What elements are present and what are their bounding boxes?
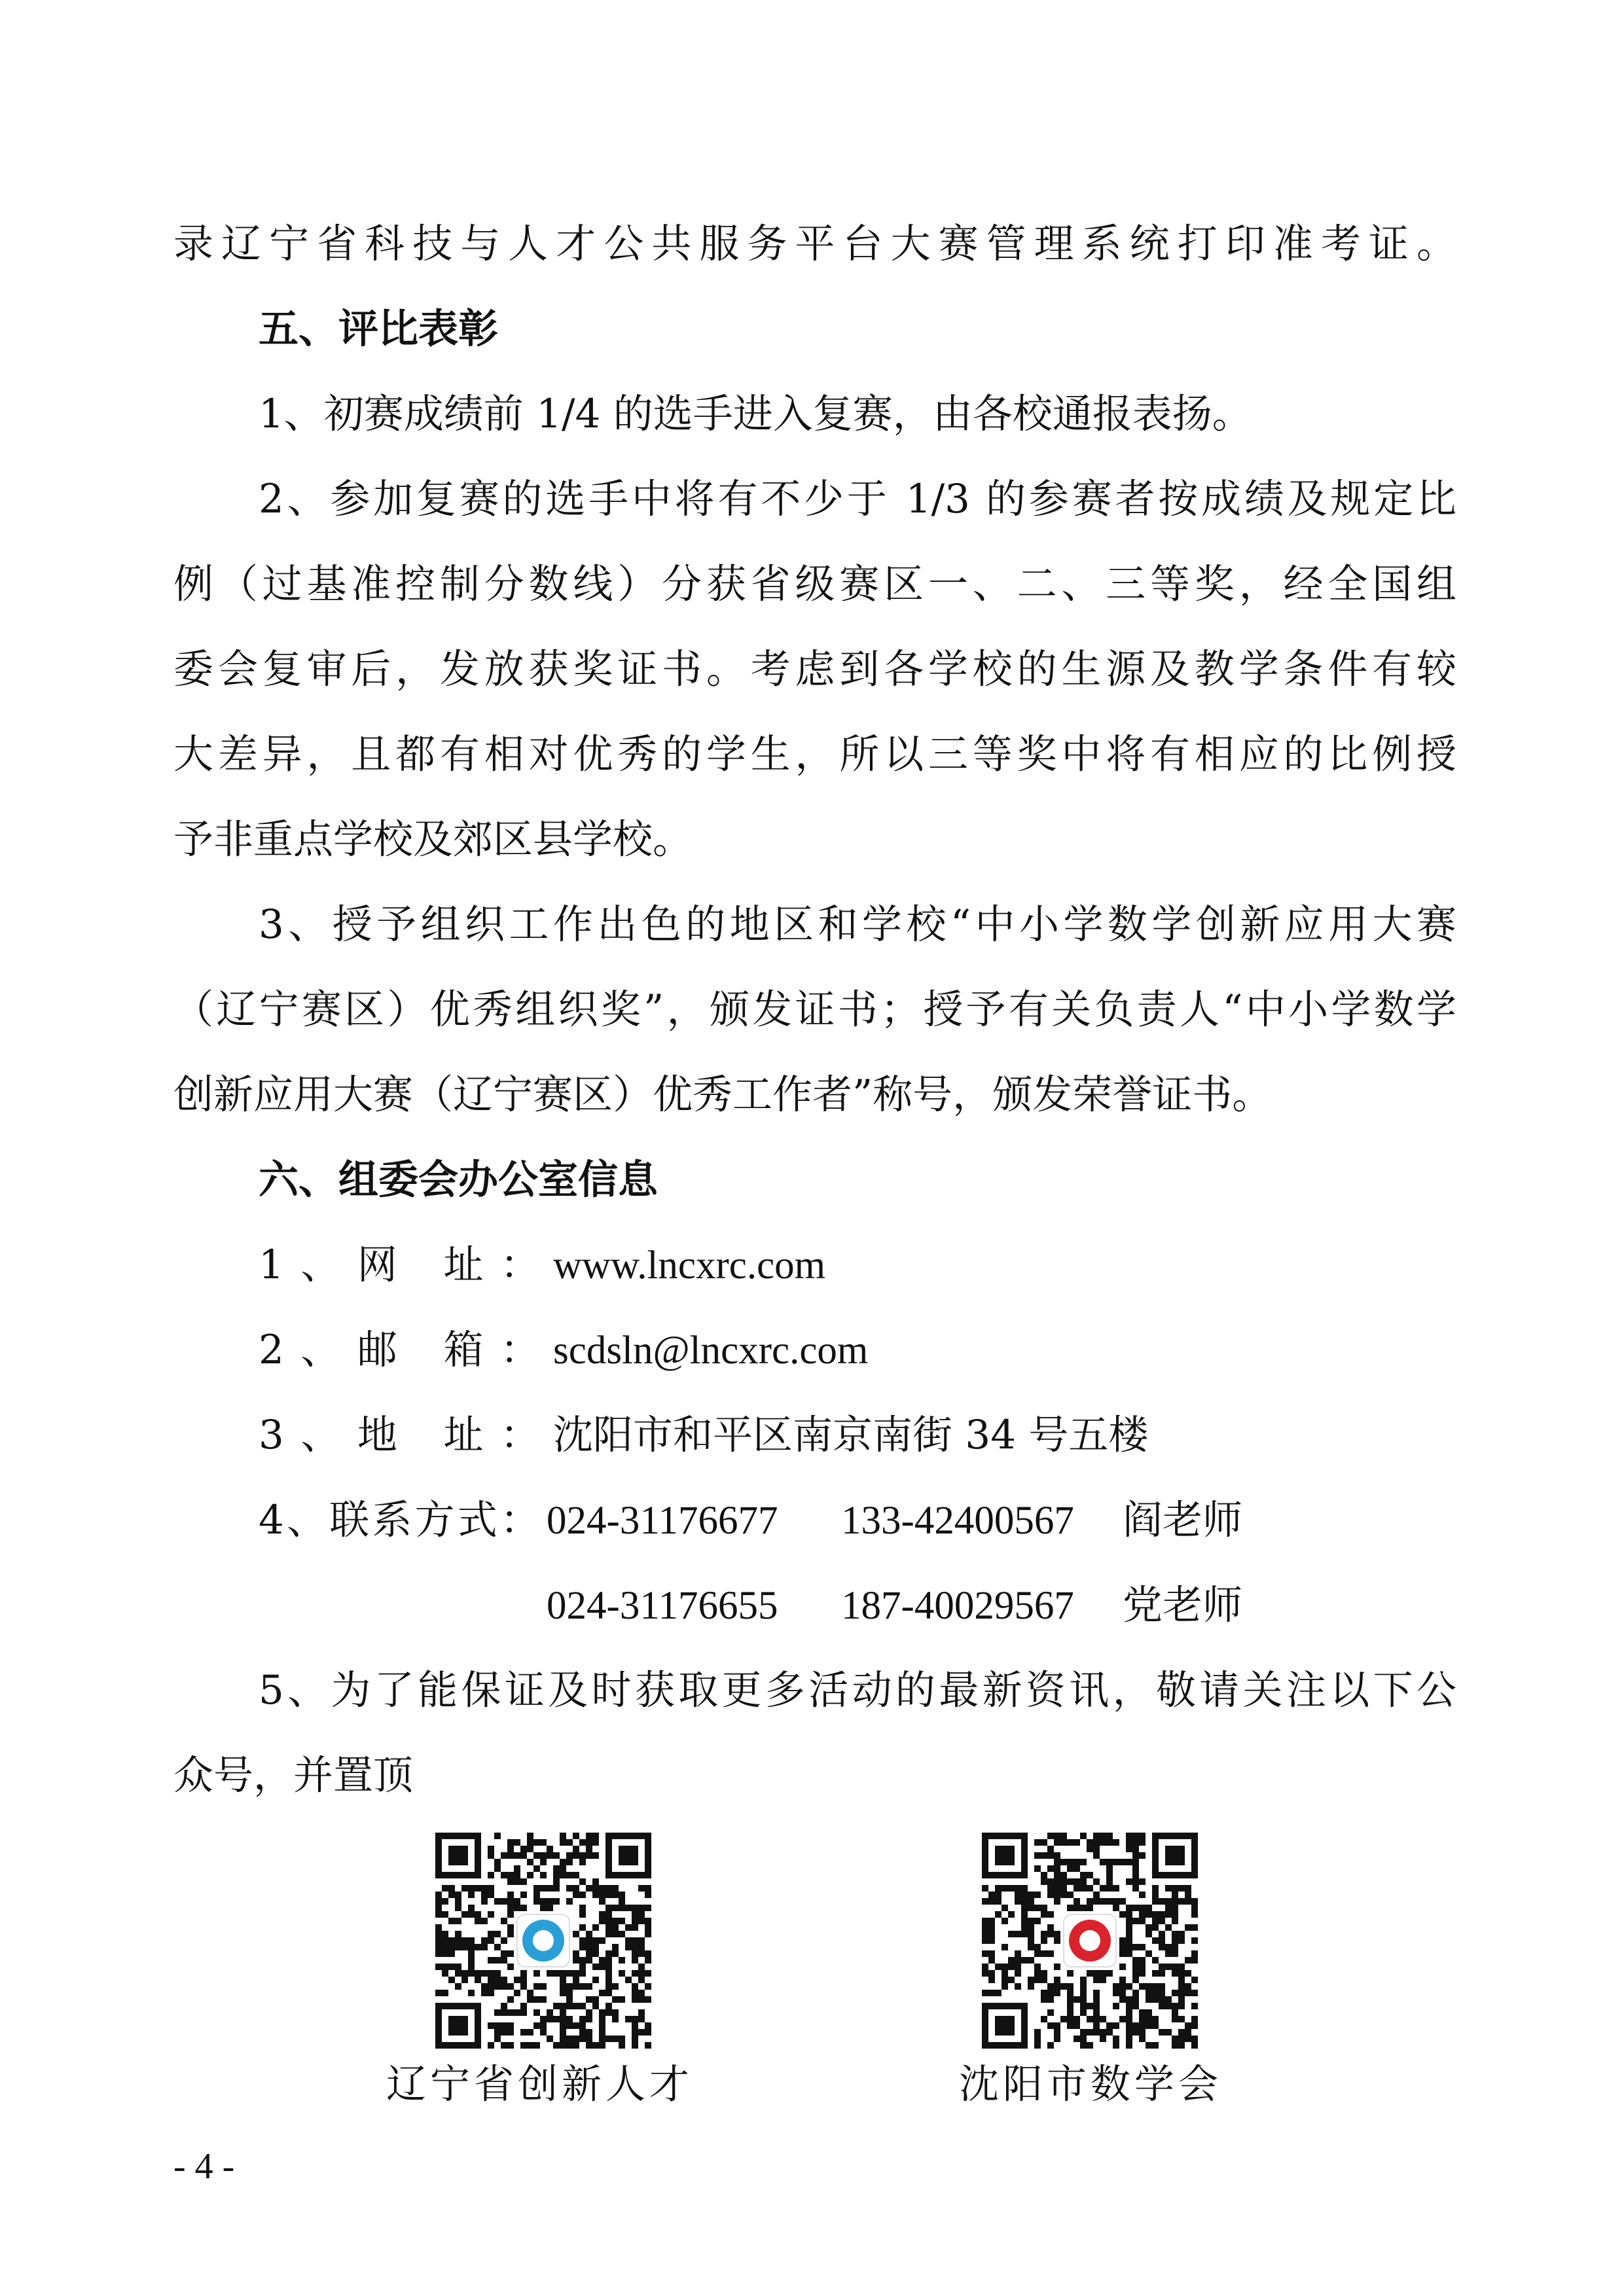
qr-label-shenyang: 沈阳市数学会 xyxy=(959,2061,1223,2108)
phone-label: 4、联系方式： xyxy=(259,1497,540,1543)
address-value: 沈阳市和平区南京南街 34 号五楼 xyxy=(553,1412,1149,1458)
email-label: 2、邮 箱： xyxy=(259,1327,540,1373)
qr-label-liaoning: 辽宁省创新人才 xyxy=(386,2061,694,2108)
award-item-1: 1、初赛成绩前 1/4 的选手进入复赛，由各校通报表扬。 xyxy=(259,391,1252,437)
website-link[interactable]: www.lncxrc.com xyxy=(553,1244,826,1287)
award-item-2-line-2: 例（过基准控制分数线）分获省级赛区一、二、三等奖，经全国组 xyxy=(173,561,1456,607)
address-label: 3、地 址： xyxy=(259,1412,540,1458)
award-item-3-line-3: 创新应用大赛（辽宁赛区）优秀工作者”称号，颁发荣誉证书。 xyxy=(173,1071,1272,1118)
contact-name-2: 党老师 xyxy=(1123,1582,1243,1628)
paragraph-intro-tail: 录辽宁省科技与人才公共服务平台大赛管理系统打印准考证。 xyxy=(173,221,1456,267)
qr-code-pattern xyxy=(982,1833,1198,2049)
website-label: 1、网 址： xyxy=(259,1242,540,1288)
qr-code-pattern xyxy=(435,1833,651,2049)
contact-name-1: 阎老师 xyxy=(1123,1497,1243,1543)
landline-1: 024-31176677 xyxy=(547,1499,778,1543)
follow-line-1: 5、为了能保证及时获取更多活动的最新资讯，敬请关注以下公 xyxy=(259,1667,1456,1713)
award-item-2-line-5: 予非重点学校及郊区县学校。 xyxy=(173,816,693,863)
qr-logo-mark xyxy=(1079,1930,1100,1951)
award-item-3-line-1: 3、授予组织工作出色的地区和学校“中小学数学创新应用大赛 xyxy=(259,901,1456,948)
mobile-2: 187-40029567 xyxy=(841,1584,1074,1628)
phone-row-2 xyxy=(547,1570,1242,1641)
section-5-heading: 五、评比表彰 xyxy=(259,306,499,352)
qr-code-liaoning[interactable] xyxy=(435,1833,651,2049)
page-number: - 4 - xyxy=(173,2146,235,2187)
email-link[interactable]: scdsln@lncxrc.com xyxy=(553,1329,869,1372)
section-6-heading: 六、组委会办公室信息 xyxy=(259,1157,659,1203)
award-item-2-line-3: 委会复审后，发放获奖证书。考虑到各学校的生源及教学条件有较 xyxy=(173,646,1456,692)
qr-logo-mark xyxy=(533,1930,554,1951)
contact-email xyxy=(259,1314,868,1386)
landline-2: 024-31176655 xyxy=(547,1584,778,1628)
contact-address xyxy=(259,1399,1148,1471)
contact-website xyxy=(259,1229,825,1301)
phone-row-1 xyxy=(547,1484,1242,1556)
mobile-1: 133-42400567 xyxy=(841,1499,1074,1543)
contact-phone xyxy=(259,1484,553,1556)
award-item-2-line-1: 2、参加复赛的选手中将有不少于 1/3 的参赛者按成绩及规定比 xyxy=(259,476,1456,522)
follow-line-2: 众号，并置顶 xyxy=(173,1752,414,1799)
qr-code-shenyang[interactable] xyxy=(982,1833,1198,2049)
award-item-2-line-4: 大差异，且都有相对优秀的学生，所以三等奖中将有相应的比例授 xyxy=(173,731,1456,778)
award-item-3-line-2: （辽宁赛区）优秀组织奖”，颁发证书；授予有关负责人“中小学数学 xyxy=(173,986,1456,1033)
